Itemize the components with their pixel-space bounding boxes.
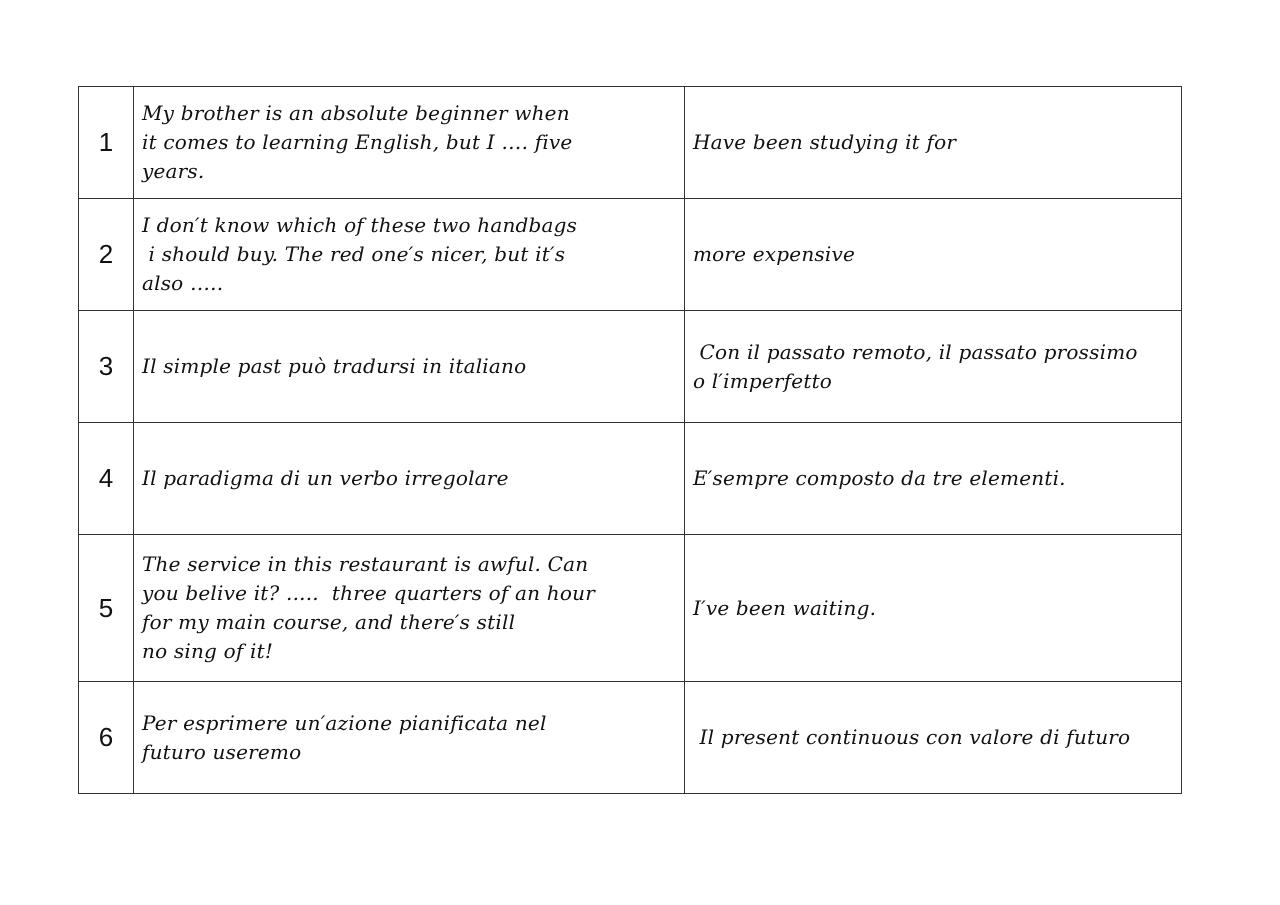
question-cell xyxy=(134,423,685,535)
quiz-table xyxy=(78,86,1182,794)
question-line: you belive it? ..... three quarters of an hour xyxy=(142,581,595,605)
answer-cell xyxy=(685,87,1182,199)
quiz-sheet xyxy=(78,86,1181,794)
question-line: Il simple past può tradursi in italiano xyxy=(142,354,527,378)
row-number: 4 xyxy=(79,423,134,535)
row-number: 5 xyxy=(79,535,134,682)
question-line: i should buy. The red one′s nicer, but it′s xyxy=(142,242,566,266)
table-row xyxy=(79,199,1182,311)
table-row xyxy=(79,87,1182,199)
question-line: Per esprimere un′azione pianificata nel xyxy=(142,710,547,735)
answer-line: more expensive xyxy=(693,242,855,266)
table-row xyxy=(79,682,1182,794)
answer-cell xyxy=(685,682,1182,794)
question-line: My brother is an absolute beginner when xyxy=(142,101,570,125)
question-cell xyxy=(134,682,685,794)
row-number: 2 xyxy=(79,199,134,311)
answer-cell xyxy=(685,423,1182,535)
row-number: 6 xyxy=(79,682,134,794)
table-row xyxy=(79,535,1182,682)
answer-line: Il present continuous con valore di futuro xyxy=(693,725,1131,749)
answer-cell xyxy=(685,535,1182,682)
question-line: years. xyxy=(142,159,205,183)
question-line: also ….. xyxy=(142,271,224,295)
question-line: futuro useremo xyxy=(142,739,302,764)
question-line: Il paradigma di un verbo irregolare xyxy=(142,466,509,490)
table-row xyxy=(79,311,1182,423)
answer-cell xyxy=(685,311,1182,423)
question-cell xyxy=(134,199,685,311)
answer-line: E′sempre composto da tre elementi. xyxy=(693,466,1066,490)
question-line: it comes to learning English, but I …. five xyxy=(142,130,573,154)
question-line: The service in this restaurant is awful. Can xyxy=(142,552,589,576)
table-row xyxy=(79,423,1182,535)
answer-line: Have been studying it for xyxy=(693,130,957,154)
answer-line: Con il passato remoto, il passato prossimo xyxy=(693,339,1138,364)
question-cell xyxy=(134,535,685,682)
question-line: I don′t know which of these two handbags xyxy=(142,213,578,237)
row-number: 3 xyxy=(79,311,134,423)
answer-cell xyxy=(685,199,1182,311)
question-line: no sing of it! xyxy=(142,639,274,663)
question-line: for my main course, and there′s still xyxy=(142,610,516,634)
question-cell xyxy=(134,87,685,199)
answer-line: o l′imperfetto xyxy=(693,368,833,393)
row-number: 1 xyxy=(79,87,134,199)
question-cell xyxy=(134,311,685,423)
answer-line: I′ve been waiting. xyxy=(693,595,877,620)
